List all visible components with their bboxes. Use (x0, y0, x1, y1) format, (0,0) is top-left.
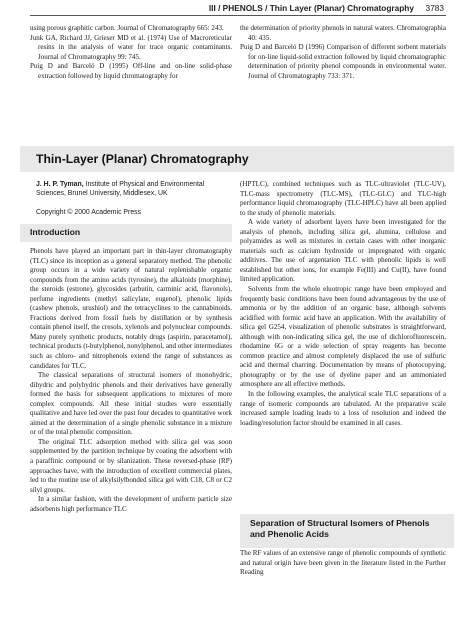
paragraph: In a similar fashion, with the development of uniform particle size adsorbents high performance TLC (30, 495, 232, 513)
section2-body (240, 549, 446, 578)
paragraph: The classical separations of structural isomers of monohydric, dihydric and polyhydric phenols and their derivatives have generally formed the basis for subsequent applications to mixtures of more complex compounds. All these initial studies were essentially qualitative and have led over the past four decades to quantitative work aimed at the determination of a single phenolic substance in a mixture or of the total phenolic composition. (30, 371, 232, 437)
author-affiliation: Institute of Physical and Environmental Sciences, Brunel University, Middlesex, UK (36, 181, 205, 197)
header-rule (30, 15, 446, 16)
paragraph: Solvents from the whole eluotropic range have been employed and frequently basic conditions have been found advantageous by the use of ammonia or by the addition of an organic base, although solvents acidified with formic acid have an application. With the availability of silica gel G254, visualization of phenolic substrates is straightforward, although with non-indicating silica gel, the use of dichlorofluorescein, rhodamine 6G or a wide selection of spray reagents has become common practice and almost completely displaced the use of sulfuric acid and thermal charring. Documentation by means of photocopying, photography or by the use of dyeline paper and an ammoniated atmosphere are all effective methods. (240, 285, 446, 389)
article-title: Thin-Layer (Planar) Chromatography (36, 152, 249, 166)
reference-item: using porous graphitic carbon. Journal of Chromatography 665: 243. (30, 24, 224, 32)
intro-body (30, 247, 232, 514)
paragraph: (HPTLC), combined techniques such as TLC-ultraviolet (TLC-UV), TLC-mass spectrometry (TLC-MS), (TLC-GLC) and TLC-high performance liquid chromatography (TLC-HPLC) have all been applied to the study of phenolic materials. (240, 180, 446, 217)
paragraph: The original TLC adsorption method with silica gel was soon supplemented by the partition technique by coating the adsorbent with a paraffinic compound or by silanization. These reversed-phase (RP) approaches have, with the introduction of excellent commercial plates, led to the routine use of alkylsilylbonded silica gel with C18, C8 or C2 silyl groups. (30, 437, 232, 494)
references-left (30, 24, 232, 81)
page-number: 3783 (425, 3, 444, 13)
right-body (240, 180, 446, 428)
author-block (36, 180, 232, 198)
reference-item: Puig D and Barceló D (1996) Comparison of different sorbent materials for on-line liquid-solid extraction followed by liquid chromatographic determination of priority phenol compounds in environmental water. Journal of Chromatography 733: 371. (240, 43, 446, 80)
reference-item: the determination of priority phenols in natural waters. Chromatographia 40: 435. (240, 24, 446, 42)
running-header (0, 0, 474, 18)
intro-heading: Introduction (30, 227, 81, 237)
reference-item: Junk GA, Richard JJ, Grieser MD et al. (1974) Use of Macroreticular resins in the analysis of water for trace organic contaminants. Journal of Chromatography 99: 745. (30, 33, 232, 61)
paragraph: Phenols have played an important part in thin-layer chromatography (TLC) since its inception as a general separatory method. The phenolic group occurs in a wide variety of natural replenishable organic compounds from the amino acids (tyrosine), the alkaloids (morphine), the steroids (estrone), glycosides (arbutin, carminic acid, flavonols), perfume ingredients (methyl salicylate, eugenol), phenolic lipids (cashew phenols, urushiol) and the tetracyclines to the cannabinoids. Fractions derived from fossil fuels by distillation or by synthesis contain phenol itself, the cresols, xylenols and polynuclear compounds. Many purely synthetic products, notably drugs (aspirin, paracetamol), technical products (t-butylphenol, nonylphenol, and other intermediates such as chloro- and nitrophenols extend the range of substances as candidates for TLC. (30, 247, 232, 370)
paragraph: A wide variety of adsorbent layers have been investigated for the analysis of phenols, including silica gel, alumina, cellulose and polyamides as well as mixtures in certain cases with other inorganic materials such as calcium hydroxide or impregnated with organic additives. The use of argentation TLC with phenolic lipids is well established but other ions, for example Fe(III) and Cu(II), have found limited application. (240, 218, 446, 284)
references-right (240, 24, 446, 81)
paragraph: The RF values of an extensive range of phenolic compounds of synthetic and natural origin have been given in the literature listed in the Further Reading (240, 549, 446, 577)
author-name: J. H. P. Tyman, (36, 181, 84, 188)
paragraph: In the following examples, the analytical scale TLC separations of a range of isomeric compounds are tabulated. At the preparative scale increased sample loading leads to a loss of resolution and indeed the loading/resolution factor should be examined in all cases. (240, 390, 446, 427)
article-title-band (20, 146, 454, 172)
running-title: III / PHENOLS / Thin Layer (Planar) Chromatography (208, 3, 414, 13)
copyright-line: Copyright © 2000 Academic Press (36, 209, 142, 216)
reference-item: Puig D and Barceló D (1995) Off-line and on-line solid-phase extraction followed by liquid chromatography for (30, 62, 232, 80)
section2-heading: Separation of Structural Isomers of Phenols and Phenolic Acids (250, 518, 430, 539)
